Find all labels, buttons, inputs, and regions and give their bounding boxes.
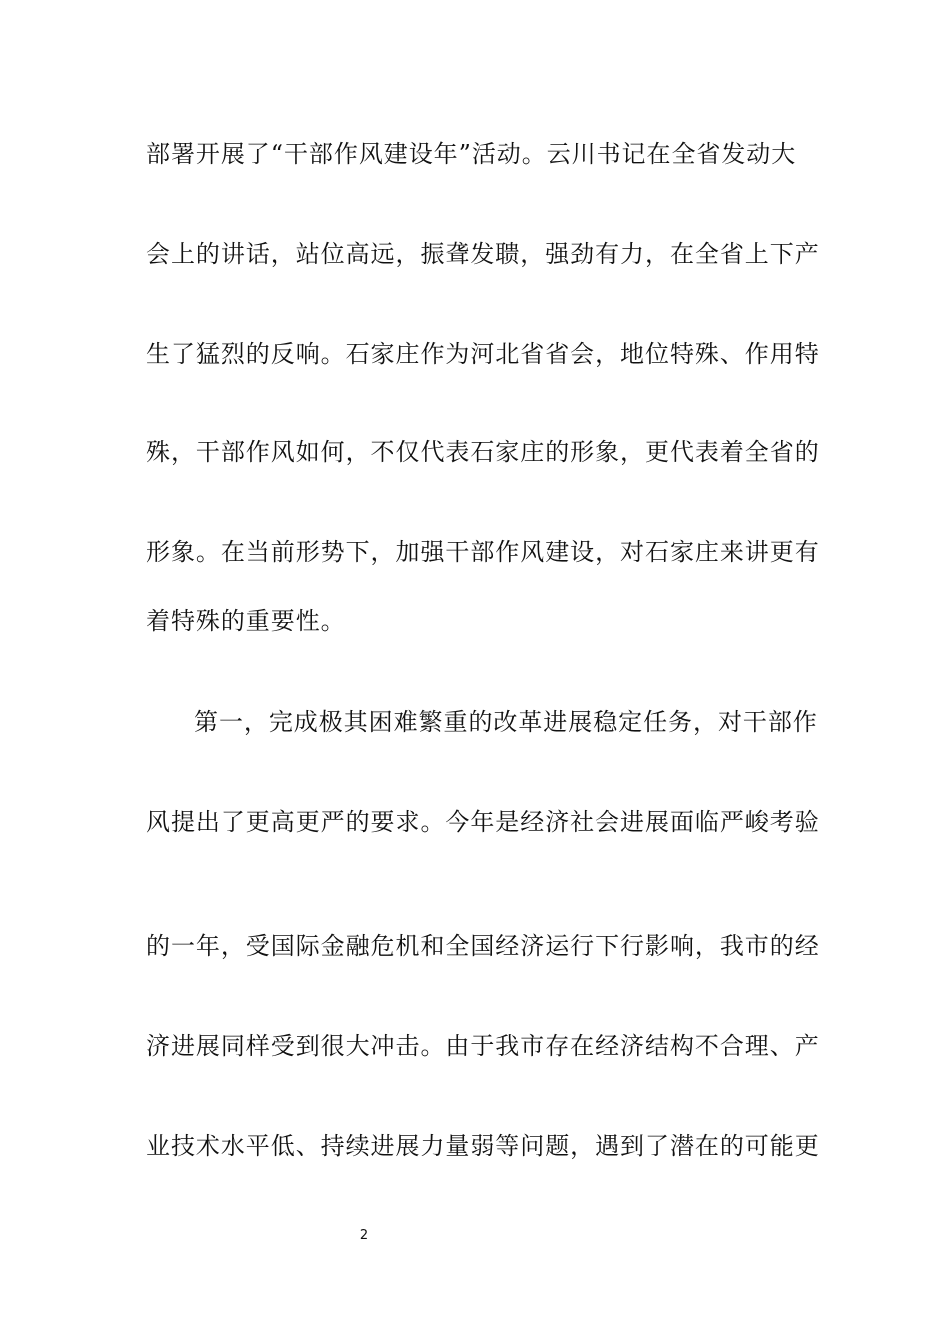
text-line: 风提出了更高更严的要求。今年是经济社会进展面临严峻考验 <box>146 808 820 836</box>
text-line: 济进展同样受到很大冲击。由于我市存在经济结构不合理、产 <box>146 1032 820 1060</box>
text-line: 第一，完成极其困难繁重的改革进展稳定任务，对干部作 <box>194 708 818 736</box>
text-line: 业技术水平低、持续进展力量弱等问题，遇到了潜在的可能更 <box>146 1132 820 1160</box>
text-line: 的一年，受国际金融危机和全国经济运行下行影响，我市的经 <box>146 932 820 960</box>
text-line: 殊，干部作风如何，不仅代表石家庄的形象，更代表着全省的 <box>146 438 820 466</box>
page-number: 2 <box>359 1228 369 1243</box>
text-line: 生了猛烈的反响。石家庄作为河北省省会，地位特殊、作用特 <box>146 340 820 368</box>
text-line: 部署开展了“干部作风建设年”活动。云川书记在全省发动大 <box>146 140 797 168</box>
text-line: 着特殊的重要性。 <box>146 607 346 635</box>
text-line: 会上的讲话，站位高远，振聋发聩，强劲有力，在全省上下产 <box>146 240 820 268</box>
text-line: 形象。在当前形势下，加强干部作风建设，对石家庄来讲更有 <box>146 538 820 566</box>
